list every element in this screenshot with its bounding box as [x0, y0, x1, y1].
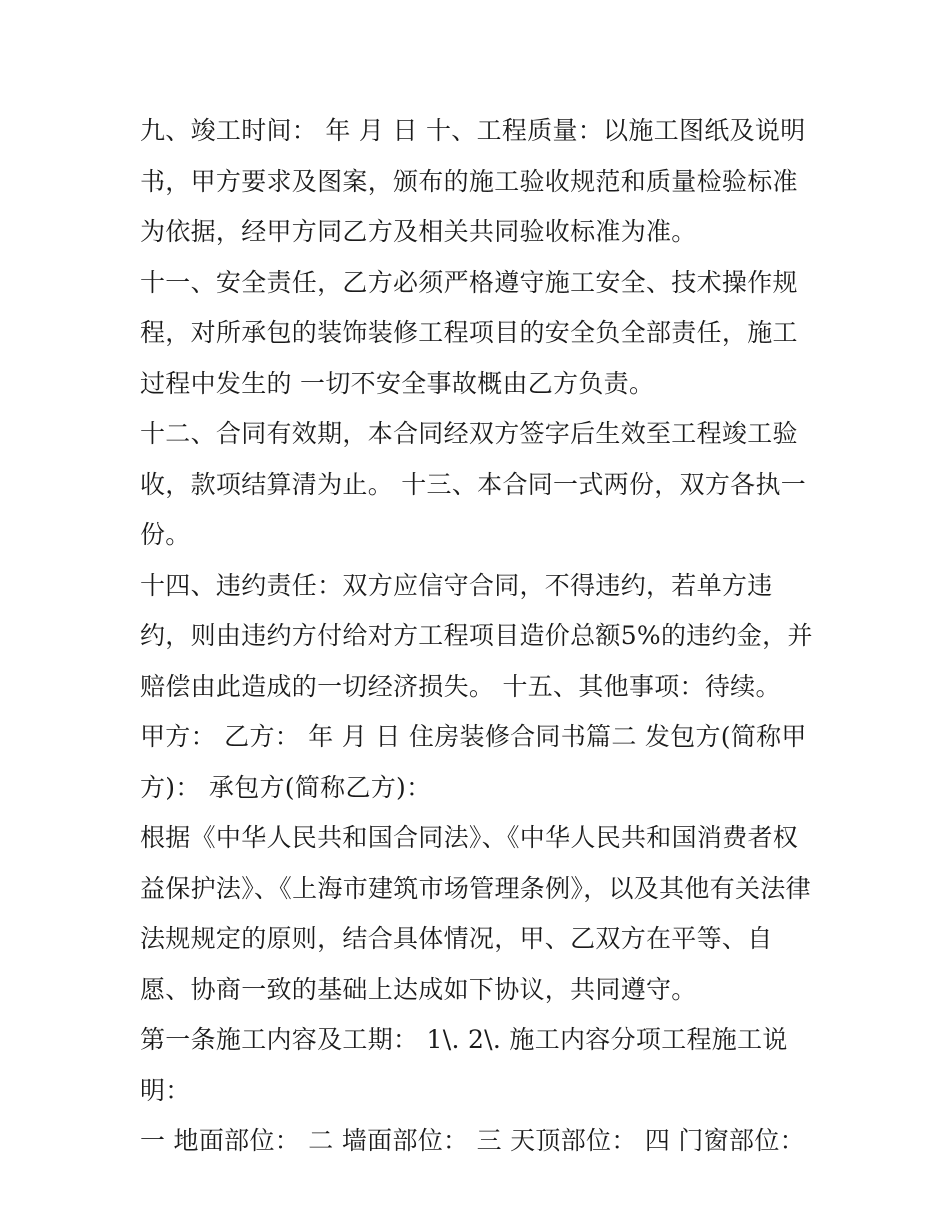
paragraph-parties: 甲方： 乙方： 年 月 日 住房装修合同书篇二 发包方(简称甲方)： 承包方(简称乙方)： — [140, 722, 807, 802]
paragraph-breach-liability: 十四、违约责任：双方应信守合同，不得违约，若单方违约，则由违约方付给对方工程项目造价总额5%的违约金，并赔偿由此造成的一切经济损失。 十五、其他事项：待续。 — [140, 570, 813, 701]
paragraph-contract-validity: 十二、合同有效期，本合同经双方签字后生效至工程竣工验收，款项结算清为止。 十三、本合同一式两份，双方各执一份。 — [140, 419, 807, 549]
paragraph-safety-responsibility: 十一、安全责任，乙方必须严格遵守施工安全、技术操作规程，对所承包的装饰装修工程项目的安全负全部责任，施工过程中发生的 一切不安全事故概由乙方负责。 — [140, 267, 798, 398]
paragraph-article-one: 第一条施工内容及工期： 1\. 2\. 施工内容分项工程施工说明： — [140, 1025, 788, 1105]
document-page — [140, 106, 820, 1167]
paragraph-completion-and-quality: 九、竣工时间： 年 月 日 十、工程质量：以施工图纸及说明书，甲方要求及图案，颁布的施工验收规范和质量检验标准为依据，经甲方同乙方及相关共同验收标准为准。 — [140, 116, 806, 246]
paragraph-work-areas: 一 地面部位： 二 墙面部位： 三 天顶部位： 四 门窗部位： — [140, 1126, 805, 1155]
paragraph-legal-basis: 根据《中华人民共和国合同法》、《中华人民共和国消费者权益保护法》、《上海市建筑市场管理条例》，以及其他有关法律法规规定的原则，结合具体情况，甲、乙双方在平等、自愿、协商一致的基础上达成如下协议，共同遵守。 — [140, 823, 811, 1004]
